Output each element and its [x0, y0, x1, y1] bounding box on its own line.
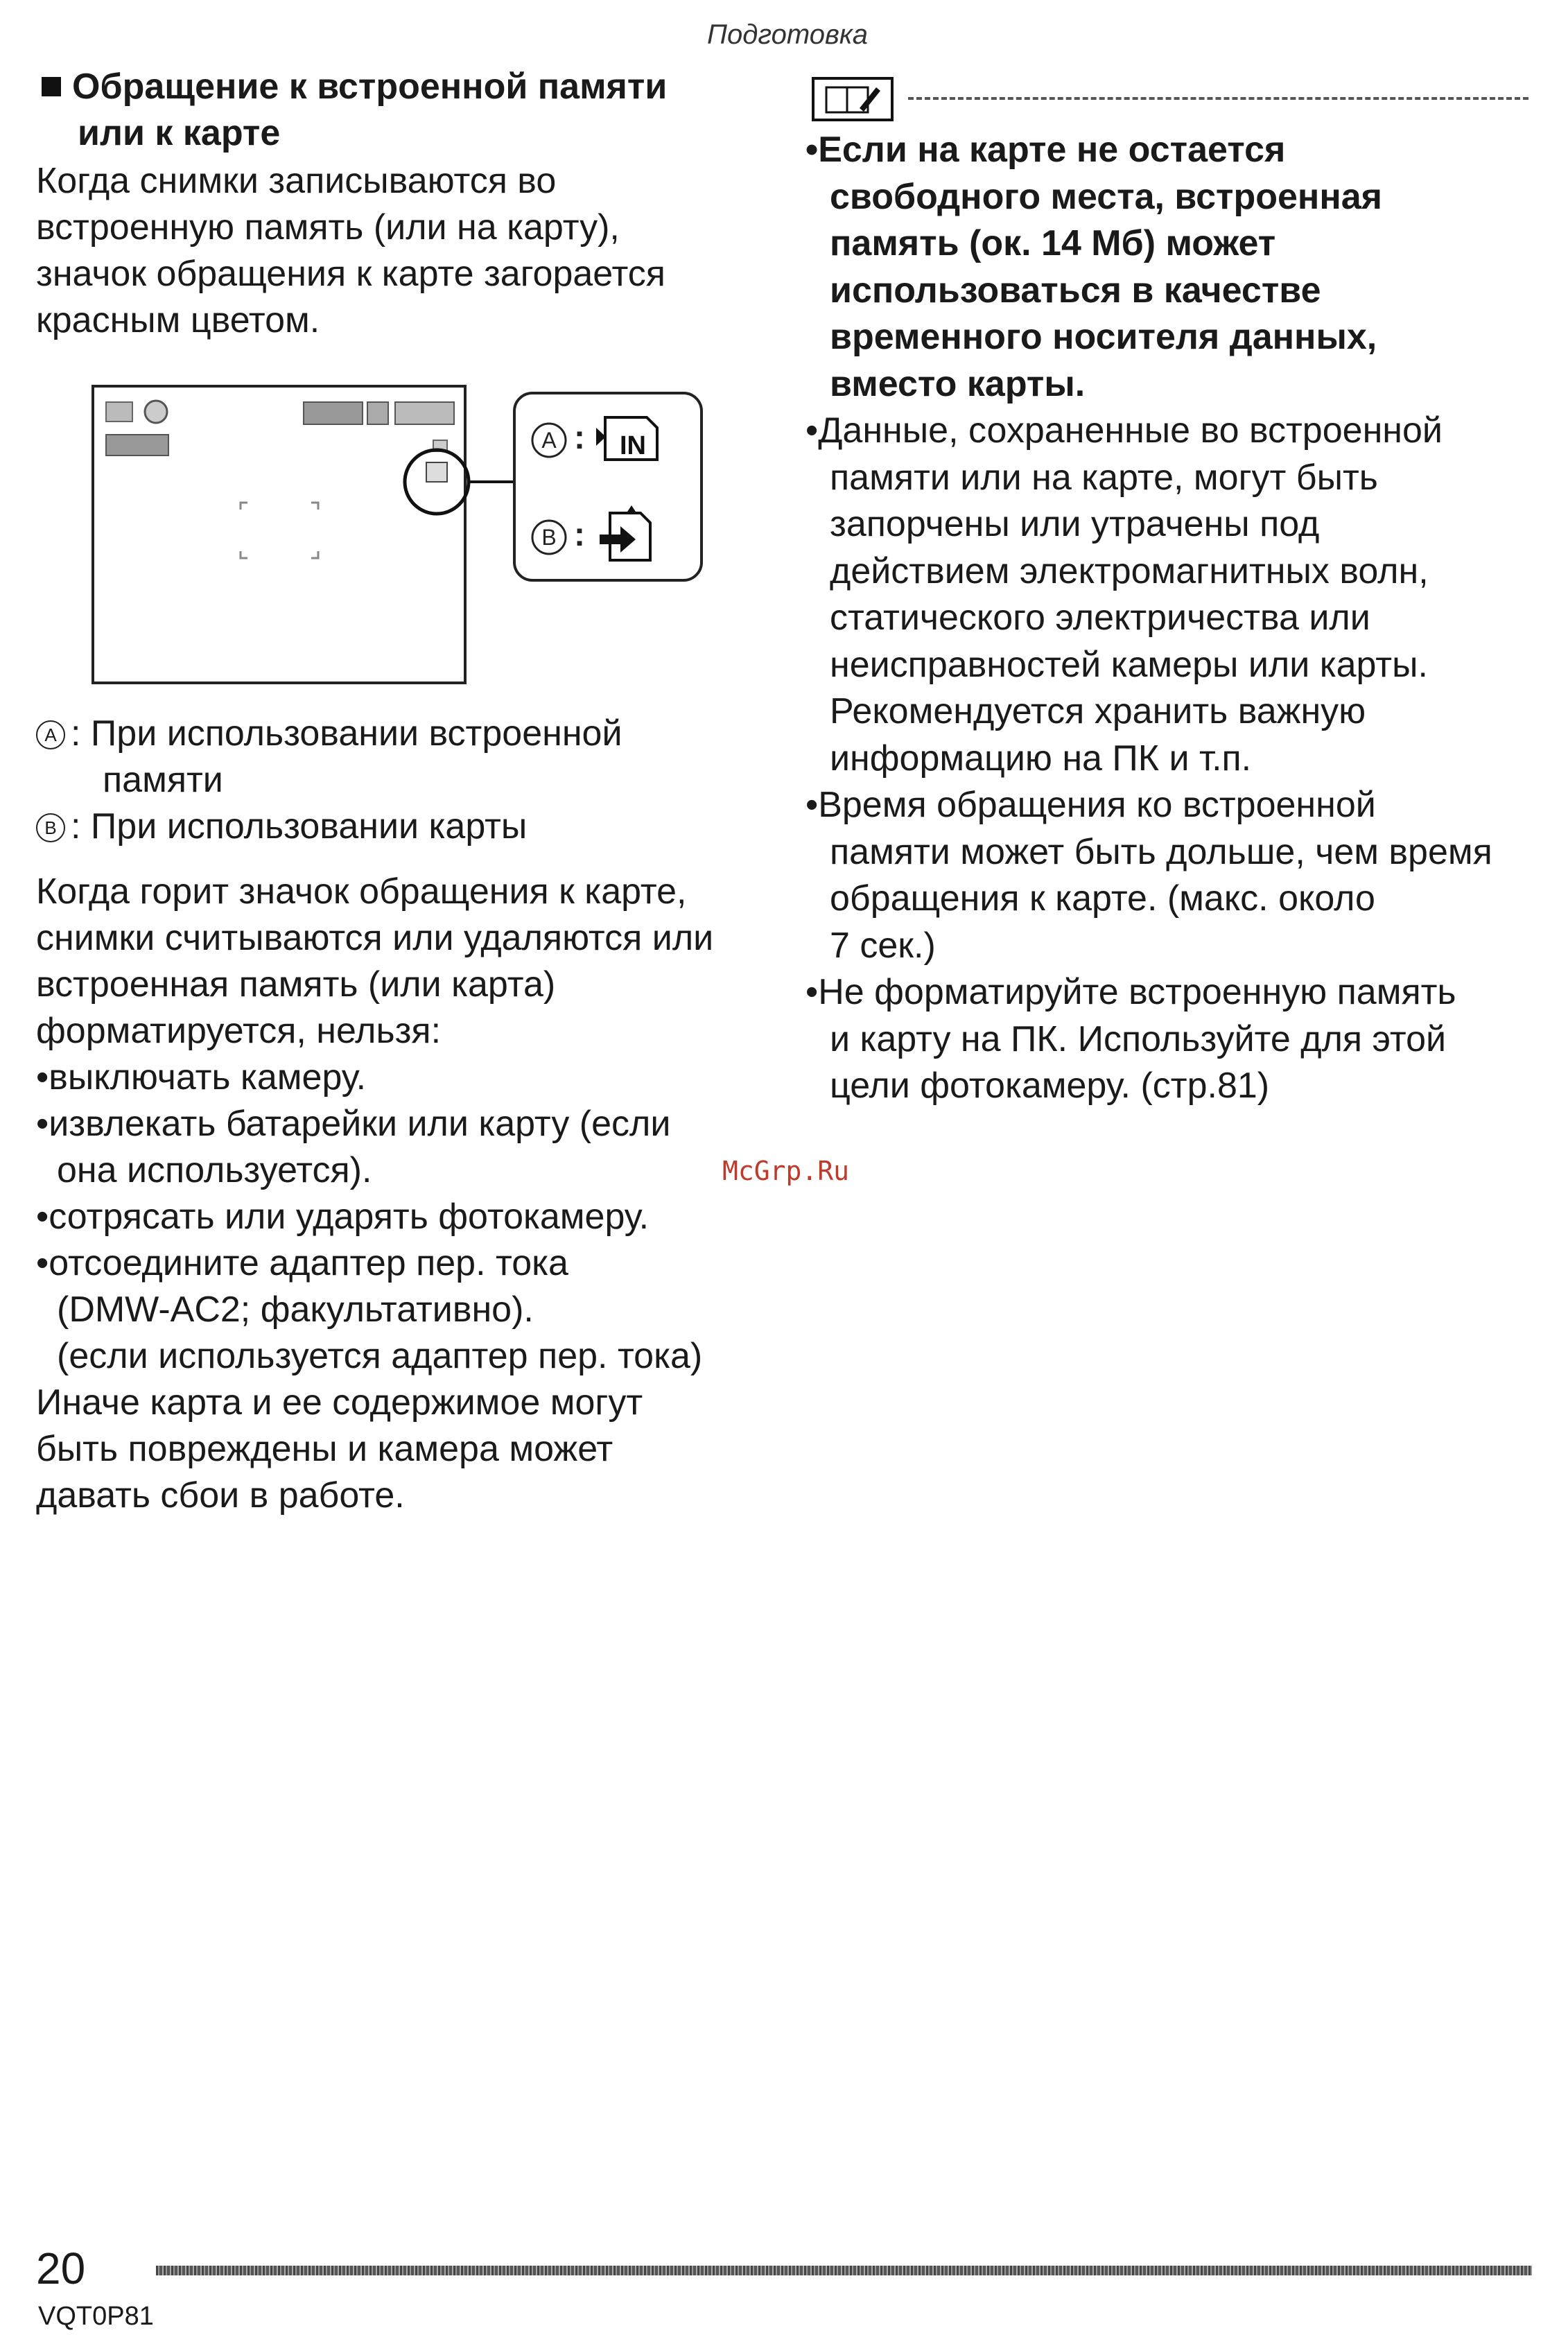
text-line: статического электричества или: [830, 598, 1370, 638]
label-b-marker: B: [36, 813, 65, 842]
text-line: цели фотокамеру. (стр.81): [830, 1066, 1270, 1106]
text-line: Иначе карта и ее содержимое могут: [36, 1382, 643, 1423]
text-line: действием электромагнитных волн,: [830, 550, 1429, 591]
text-line: снимки считываются или удаляются или: [36, 918, 714, 958]
text-line: давать сбои в работе.: [36, 1475, 405, 1516]
note-4: [805, 969, 1456, 1110]
remaining-count-icon: [395, 402, 454, 424]
text-line: использоваться в качестве: [830, 270, 1321, 311]
heading-line-1: Обращение к встроенной памяти: [72, 67, 668, 107]
section-header: Подготовка: [707, 19, 868, 50]
adapter-note: (если используется адаптер пер. тока): [57, 1336, 703, 1376]
note-3: [805, 782, 1492, 969]
battery-icon: [106, 435, 168, 455]
quality-icon: [367, 402, 388, 424]
text-line: и карту на ПК. Используйте для этой: [830, 1018, 1447, 1059]
text-line: •Не форматируйте встроенную память: [805, 972, 1456, 1012]
intro-paragraph: [36, 158, 665, 344]
text-line: •Если на карте не остается: [805, 130, 1286, 170]
square-bullet-icon: [42, 77, 61, 96]
note-book-icon: [811, 76, 894, 122]
text-line: 7 сек.): [830, 925, 936, 966]
text-line: Когда горит значок обращения к карте,: [36, 871, 687, 912]
list-item: •сотрясать или ударять фотокамеру.: [36, 1197, 650, 1237]
list-item-cont: она используется).: [57, 1150, 372, 1190]
note-2: [805, 408, 1443, 782]
text-line: значок обращения к карте загорается: [36, 254, 665, 294]
timer-icon: [145, 401, 167, 423]
card-access-icon: [426, 462, 447, 482]
text-line: •Данные, сохраненные во встроенной: [805, 410, 1443, 451]
internal-memory-icon: [596, 417, 657, 460]
note-divider: [908, 97, 1528, 100]
text-line: информацию на ПК и т.п.: [830, 738, 1252, 779]
lcd-screen-frame: [93, 386, 465, 683]
section-heading: [42, 64, 667, 110]
warning-bullets: [36, 1054, 702, 1519]
text-line: временного носителя данных,: [830, 317, 1377, 357]
warning-paragraph: [36, 869, 713, 1054]
picture-size-icon: [304, 402, 363, 424]
model-code: VQT0P81: [38, 2302, 154, 2331]
colon-a: :: [574, 419, 585, 456]
text-line: запорчены или утрачены под: [830, 504, 1320, 544]
list-item: •извлекать батарейки или карту (если: [36, 1104, 671, 1144]
text-line: красным цветом.: [36, 300, 320, 340]
watermark: McGrp.Ru: [722, 1156, 850, 1186]
list-item: •выключать камеру.: [36, 1057, 367, 1097]
mode-icon: [106, 402, 132, 422]
text-line: неисправностей камеры или карты.: [830, 644, 1428, 685]
page-number: 20: [36, 2243, 86, 2293]
svg-text:IN: IN: [620, 431, 646, 460]
text-line: памяти может быть дольше, чем время: [830, 831, 1492, 872]
text-line: •Время обращения ко встроенной: [805, 785, 1376, 825]
colon-b: :: [574, 517, 585, 553]
text-line: встроенную память (или на карту),: [36, 207, 620, 248]
footer-bar: [156, 2266, 1532, 2275]
label-b: B: [541, 525, 557, 550]
text-line: форматируется, нельзя:: [36, 1011, 442, 1051]
text-line: вместо карты.: [830, 363, 1086, 404]
list-item-cont: (DMW-AC2; факультативно).: [57, 1290, 534, 1330]
camera-screen-diagram: [87, 378, 711, 690]
note-1: [805, 127, 1382, 408]
text-line: свободного места, встроенная: [830, 176, 1383, 217]
text-line: память (ок. 14 Мб) может: [830, 223, 1276, 263]
callout-a-description-cont: памяти: [103, 760, 223, 800]
text-line: памяти или на карте, могут быть: [830, 457, 1378, 498]
label-a: A: [541, 428, 557, 453]
callout-b-description: B : При использовании карты: [36, 804, 527, 850]
text-line: встроенная память (или карта): [36, 964, 556, 1005]
text-line: быть повреждены и камера может: [36, 1429, 613, 1469]
text-line: обращения к карте. (макс. около: [830, 878, 1375, 919]
heading-line-2: или к карте: [78, 113, 281, 153]
text-line: Когда снимки записываются во: [36, 161, 557, 201]
label-a-marker: A: [36, 720, 65, 749]
list-item: •отсоедините адаптер пер. тока: [36, 1243, 568, 1283]
callout-a-description: A : При использовании встроенной: [36, 711, 622, 757]
text-line: Рекомендуется хранить важную: [830, 691, 1366, 731]
